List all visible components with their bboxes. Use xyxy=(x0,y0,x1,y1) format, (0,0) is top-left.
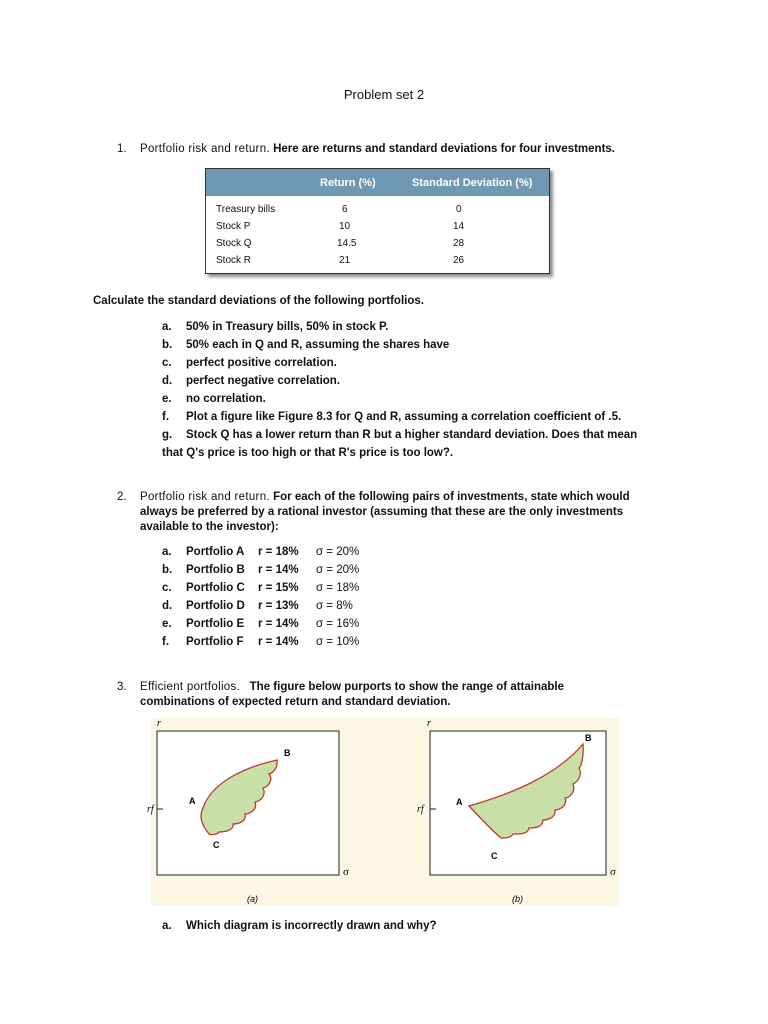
panel-b-rf-label: rf xyxy=(417,804,424,815)
portfolio-sigma: σ = 20% xyxy=(316,564,360,576)
table-cell-stddev: 0 xyxy=(456,204,462,215)
portfolio-return: r = 14% xyxy=(258,564,299,576)
panel-a-point-c: C xyxy=(213,840,220,850)
q3-item xyxy=(162,917,437,935)
portfolio-return: r = 14% xyxy=(258,636,299,648)
item-label: f. xyxy=(162,411,170,423)
q3-lead: Efficient portfolios. xyxy=(140,681,241,693)
portfolio-sigma: σ = 20% xyxy=(316,546,360,558)
list-item xyxy=(162,408,722,426)
q3-heading xyxy=(140,680,700,710)
table-cell-return: 14.5 xyxy=(337,238,357,249)
figure-svg xyxy=(147,718,619,906)
list-item xyxy=(162,543,359,561)
panel-a-point-a: A xyxy=(189,796,196,806)
table-cell-stddev: 26 xyxy=(453,255,465,266)
q2-lead: Portfolio risk and return. xyxy=(140,491,270,503)
q2-text-line: always be preferred by a rational investor (assuming that these are the only investments xyxy=(140,506,624,518)
item-text: Plot a figure like Figure 8.3 for Q and R, assuming a correlation coefficient of .5. xyxy=(186,411,622,423)
q3-text-line: The figure below purports to show the range of attainable xyxy=(249,681,565,693)
item-text: no correlation. xyxy=(186,393,266,405)
portfolio-return: r = 14% xyxy=(258,618,299,630)
item-label: c. xyxy=(162,357,172,369)
panel-a-point-b: B xyxy=(284,748,291,758)
item-label: a. xyxy=(162,321,172,333)
item-label: e. xyxy=(162,618,172,630)
panel-a-x-axis-label: σ xyxy=(343,866,349,878)
panel-a-y-axis-label: r xyxy=(157,718,161,729)
list-item xyxy=(162,354,722,372)
list-item xyxy=(162,615,359,633)
portfolio-sigma: σ = 16% xyxy=(316,618,360,630)
portfolio-return: r = 18% xyxy=(258,546,299,558)
q3-text-line: combinations of expected return and standard deviation. xyxy=(140,696,451,708)
item-label: b. xyxy=(162,339,173,351)
table-row xyxy=(206,253,549,270)
item-label: b. xyxy=(162,564,173,576)
panel-b-point-c: C xyxy=(491,851,498,861)
table-cell-return: 21 xyxy=(339,255,351,266)
panel-b-x-axis-label: σ xyxy=(610,866,616,878)
panel-b-point-b: B xyxy=(585,733,592,743)
list-item-continuation: that Q's price is too high or that R's price is too low?. xyxy=(162,447,454,459)
q2-text-line: available to the investor): xyxy=(140,521,279,533)
item-label: a. xyxy=(162,920,172,932)
table-cell-name: Stock P xyxy=(216,221,251,232)
item-label: c. xyxy=(162,582,172,594)
list-item xyxy=(162,390,722,408)
table-row xyxy=(206,219,549,236)
page-title: Problem set 2 xyxy=(343,87,425,102)
item-label: d. xyxy=(162,375,173,387)
portfolio-name: Portfolio C xyxy=(186,582,245,594)
table-cell-stddev: 28 xyxy=(453,238,465,249)
item-text: Which diagram is incorrectly drawn and why? xyxy=(186,920,437,932)
q1-item-list xyxy=(162,318,722,462)
list-item xyxy=(162,561,359,579)
portfolio-sigma: σ = 10% xyxy=(316,636,360,648)
item-label: g. xyxy=(162,429,173,441)
table-header-return: Return (%) xyxy=(320,177,376,189)
table-header-stddev: Standard Deviation (%) xyxy=(412,177,533,189)
portfolio-name: Portfolio E xyxy=(186,618,245,630)
panel-b-caption: (b) xyxy=(512,894,523,904)
q2-heading xyxy=(140,490,700,535)
item-label: f. xyxy=(162,636,170,648)
portfolio-name: Portfolio F xyxy=(186,636,244,648)
q2-item-list xyxy=(162,543,359,651)
table-cell-return: 6 xyxy=(342,204,348,215)
list-item xyxy=(162,372,722,390)
portfolio-sigma: σ = 18% xyxy=(316,582,360,594)
panel-a-rf-label: rf xyxy=(147,804,154,815)
panel-b-point-a: A xyxy=(456,797,463,807)
item-label: e. xyxy=(162,393,172,405)
table-header xyxy=(206,169,549,196)
efficient-frontier-figure xyxy=(147,718,619,906)
table-cell-stddev: 14 xyxy=(453,221,465,232)
q2-text-line: For each of the following pairs of investments, state which would xyxy=(273,491,630,503)
table-cell-name: Stock R xyxy=(216,255,252,266)
item-text: Stock Q has a lower return than R but a higher standard deviation. Does that mean xyxy=(186,429,638,441)
list-item xyxy=(162,426,722,444)
q3-number: 3. xyxy=(117,681,127,693)
table-cell-name: Stock Q xyxy=(216,238,252,249)
item-text: perfect negative correlation. xyxy=(186,375,341,387)
item-label: a. xyxy=(162,546,172,558)
item-text: 50% each in Q and R, assuming the shares have xyxy=(186,339,450,351)
panel-a-caption: (a) xyxy=(247,894,258,904)
table-row xyxy=(206,236,549,253)
list-item xyxy=(162,597,359,615)
portfolio-sigma: σ = 8% xyxy=(316,600,353,612)
table-cell-name: Treasury bills xyxy=(216,204,276,215)
table-cell-return: 10 xyxy=(339,221,351,232)
q1-instruction: Calculate the standard deviations of the following portfolios. xyxy=(93,295,424,307)
panel-b-y-axis-label: r xyxy=(427,718,431,729)
portfolio-return: r = 15% xyxy=(258,582,299,594)
item-label: d. xyxy=(162,600,173,612)
portfolio-name: Portfolio B xyxy=(186,564,245,576)
list-item xyxy=(162,633,359,651)
list-item xyxy=(162,318,722,336)
item-text: 50% in Treasury bills, 50% in stock P. xyxy=(186,321,389,333)
table-row xyxy=(206,202,549,219)
q1-heading xyxy=(140,142,615,157)
item-text: perfect positive correlation. xyxy=(186,357,337,369)
list-item xyxy=(162,579,359,597)
q1-lead: Portfolio risk and return. xyxy=(140,143,270,155)
list-item xyxy=(162,336,722,354)
returns-table xyxy=(205,168,550,274)
portfolio-name: Portfolio D xyxy=(186,600,245,612)
q1-number: 1. xyxy=(117,143,127,155)
portfolio-name: Portfolio A xyxy=(186,546,245,558)
q1-text: Here are returns and standard deviations for four investments. xyxy=(273,143,615,155)
portfolio-return: r = 13% xyxy=(258,600,299,612)
q2-number: 2. xyxy=(117,491,127,503)
